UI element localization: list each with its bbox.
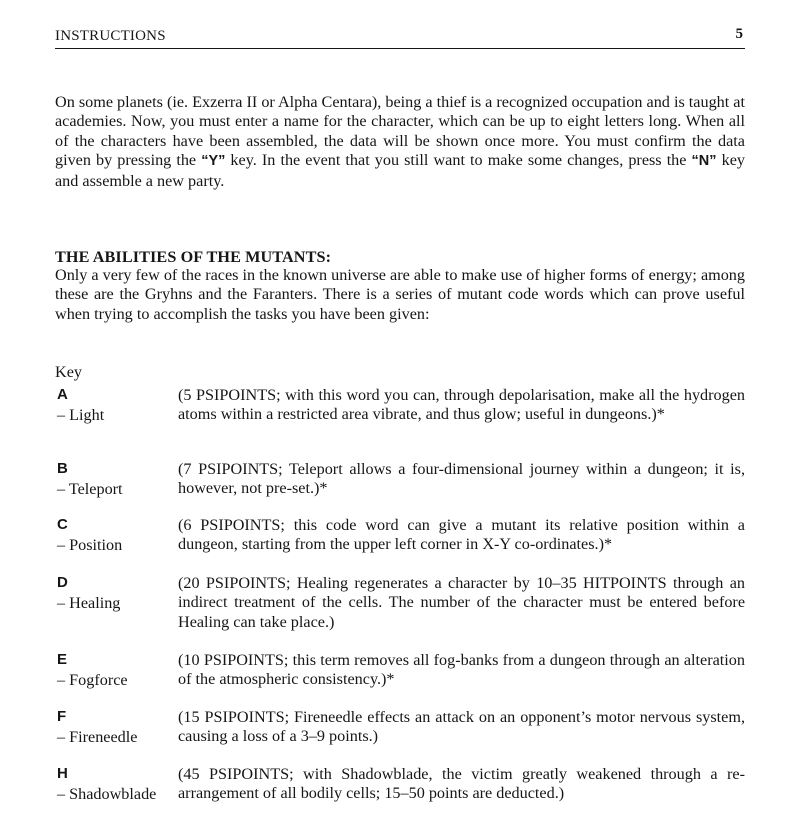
abilities-intro-paragraph: Only a very few of the races in the known universe are able to make use of higher forms of energy; among these are the Gryhns and the Faranters. There is a series of mutant code words which can prove useful when trying to accomplish the tasks you have been given: [55, 266, 745, 323]
page-number: 5 [735, 26, 743, 42]
ability-name: – Fogforce [57, 671, 128, 689]
ability-key: E [57, 651, 68, 668]
key-column-label: Key [55, 363, 82, 381]
ability-description: (10 PSIPOINTS; this term removes all fog-banks from a dungeon through an alteration of the atmospheric consistency.)* [178, 651, 745, 689]
key-no: “N” [691, 153, 717, 170]
intro-text-2: key. In the event that you still want to make some changes, press the [225, 151, 692, 170]
intro-text-1: On some planets (ie. Exzerra II or Alpha Centara), being a thief is a recognized occupation and is taught at academies. Now, you must enter a name for the character, which can be up to eight letters long. When all of the characters have been assembled, the data will be shown once more. You must confirm the data given by pressing the [55, 93, 745, 170]
ability-key: B [57, 460, 68, 477]
ability-name: – Healing [57, 594, 121, 612]
ability-name: – Light [57, 406, 105, 424]
ability-description: (15 PSIPOINTS; Fireneedle effects an attack on an opponent’s motor nervous system, causing a loss of a 3–9 points.) [178, 708, 745, 746]
intro-paragraph [55, 93, 745, 191]
ability-description: (7 PSIPOINTS; Teleport allows a four-dimensional journey within a dungeon; it is, however, not pre-set.)* [178, 460, 745, 498]
ability-description: (5 PSIPOINTS; with this word you can, through depolarisation, make all the hydrogen atoms within a restricted area vibrate, and thus glow; useful in dungeons.)* [178, 386, 745, 424]
section-title: THE ABILITIES OF THE MUTANTS: [55, 248, 332, 266]
ability-key: C [57, 516, 68, 533]
ability-name: – Position [57, 536, 123, 554]
ability-description: (20 PSIPOINTS; Healing regenerates a character by 10–35 HITPOINTS through an indirect treatment of the cells. The number of the character must be entered before Healing can take place.) [178, 574, 745, 631]
ability-name: – Fireneedle [57, 728, 138, 746]
key-yes: “Y” [201, 153, 226, 170]
intro-text-3: key and assemble a new party. [55, 151, 745, 190]
ability-key: H [57, 765, 68, 782]
header-title: INSTRUCTIONS [55, 28, 166, 44]
ability-name: – Teleport [57, 480, 123, 498]
ability-key: D [57, 574, 68, 591]
ability-key: A [57, 386, 68, 403]
ability-name: – Shadowblade [57, 785, 157, 803]
page-header [55, 28, 745, 49]
ability-key: F [57, 708, 67, 725]
ability-description: (6 PSIPOINTS; this code word can give a mutant its relative position within a dungeon, starting from the upper left corner in X-Y co-ordinates.)* [178, 516, 745, 554]
ability-description: (45 PSIPOINTS; with Shadowblade, the victim greatly weakened through a re-arrangement of all bodily cells; 15–50 points are deducted.) [178, 765, 745, 803]
